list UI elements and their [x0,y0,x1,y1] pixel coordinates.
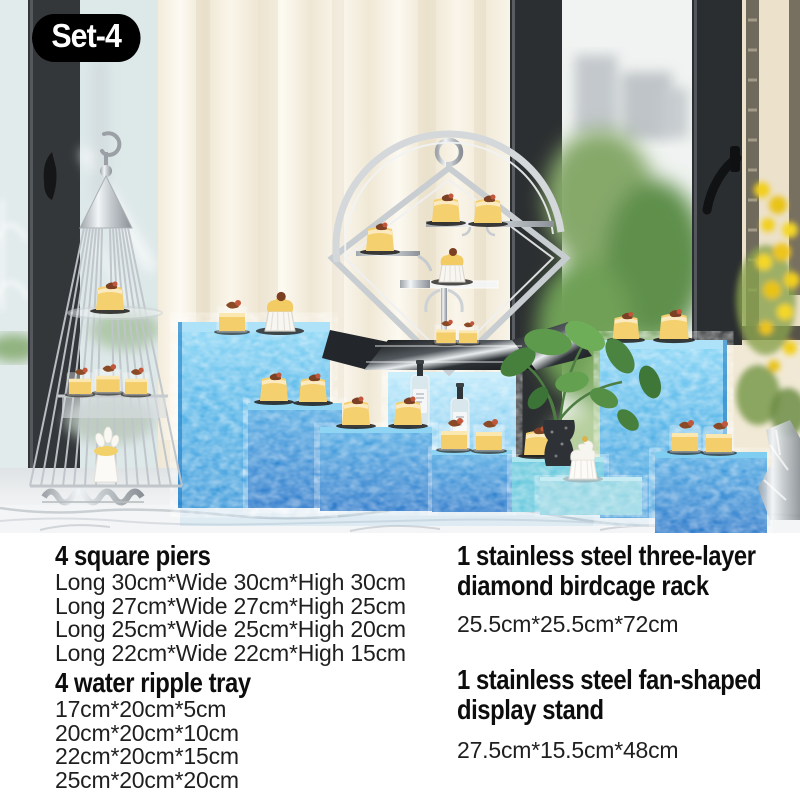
product-title: 4 square piers [55,540,211,571]
left-spec-column [55,541,450,792]
plant-vase [543,420,575,466]
dessert [92,364,124,396]
right-spec-column [457,541,797,762]
product-title: 4 water ripple tray [55,667,251,698]
product-title: 1 stainless steel fan-shaped [457,663,762,695]
dessert [433,320,460,346]
right-window-frame [692,0,742,345]
product-spec: 22cm*20cm*15cm [55,743,239,769]
acrylic-pier-low [432,450,512,512]
dessert [214,300,250,335]
product-spec: 17cm*20cm*5cm [55,696,227,722]
left-window-frame [28,0,80,533]
product-description [0,533,800,800]
dessert [436,418,472,453]
left-glass-pane [0,0,30,533]
product-spec: Long 27cm*Wide 27cm*High 25cm [55,592,406,619]
product-spec: 20cm*20cm*10cm [55,719,239,746]
set-badge: Set-4 [32,14,140,62]
dessert [667,420,703,455]
product-spec: 27.5cm*15.5cm*48cm [457,736,679,763]
product-spec: Long 30cm*Wide 30cm*High 30cm [55,569,406,595]
acrylic-pier-step [320,427,432,511]
product-spec: 25cm*20cm*20cm [55,766,239,793]
product-spec: 25.5cm*25.5cm*72cm [457,611,679,637]
dessert [471,419,507,454]
product-spec: Long 25cm*Wide 25cm*High 20cm [55,616,406,642]
dessert [701,421,737,456]
product-title: 1 stainless steel three-layer [457,540,756,571]
teal-pier-front [540,477,642,515]
product-spec: Long 22cm*Wide 22cm*High 15cm [55,639,406,666]
product-title: diamond birdcage rack [457,570,709,601]
product-title: display stand [457,693,604,725]
acrylic-pier-front-right [655,452,767,533]
